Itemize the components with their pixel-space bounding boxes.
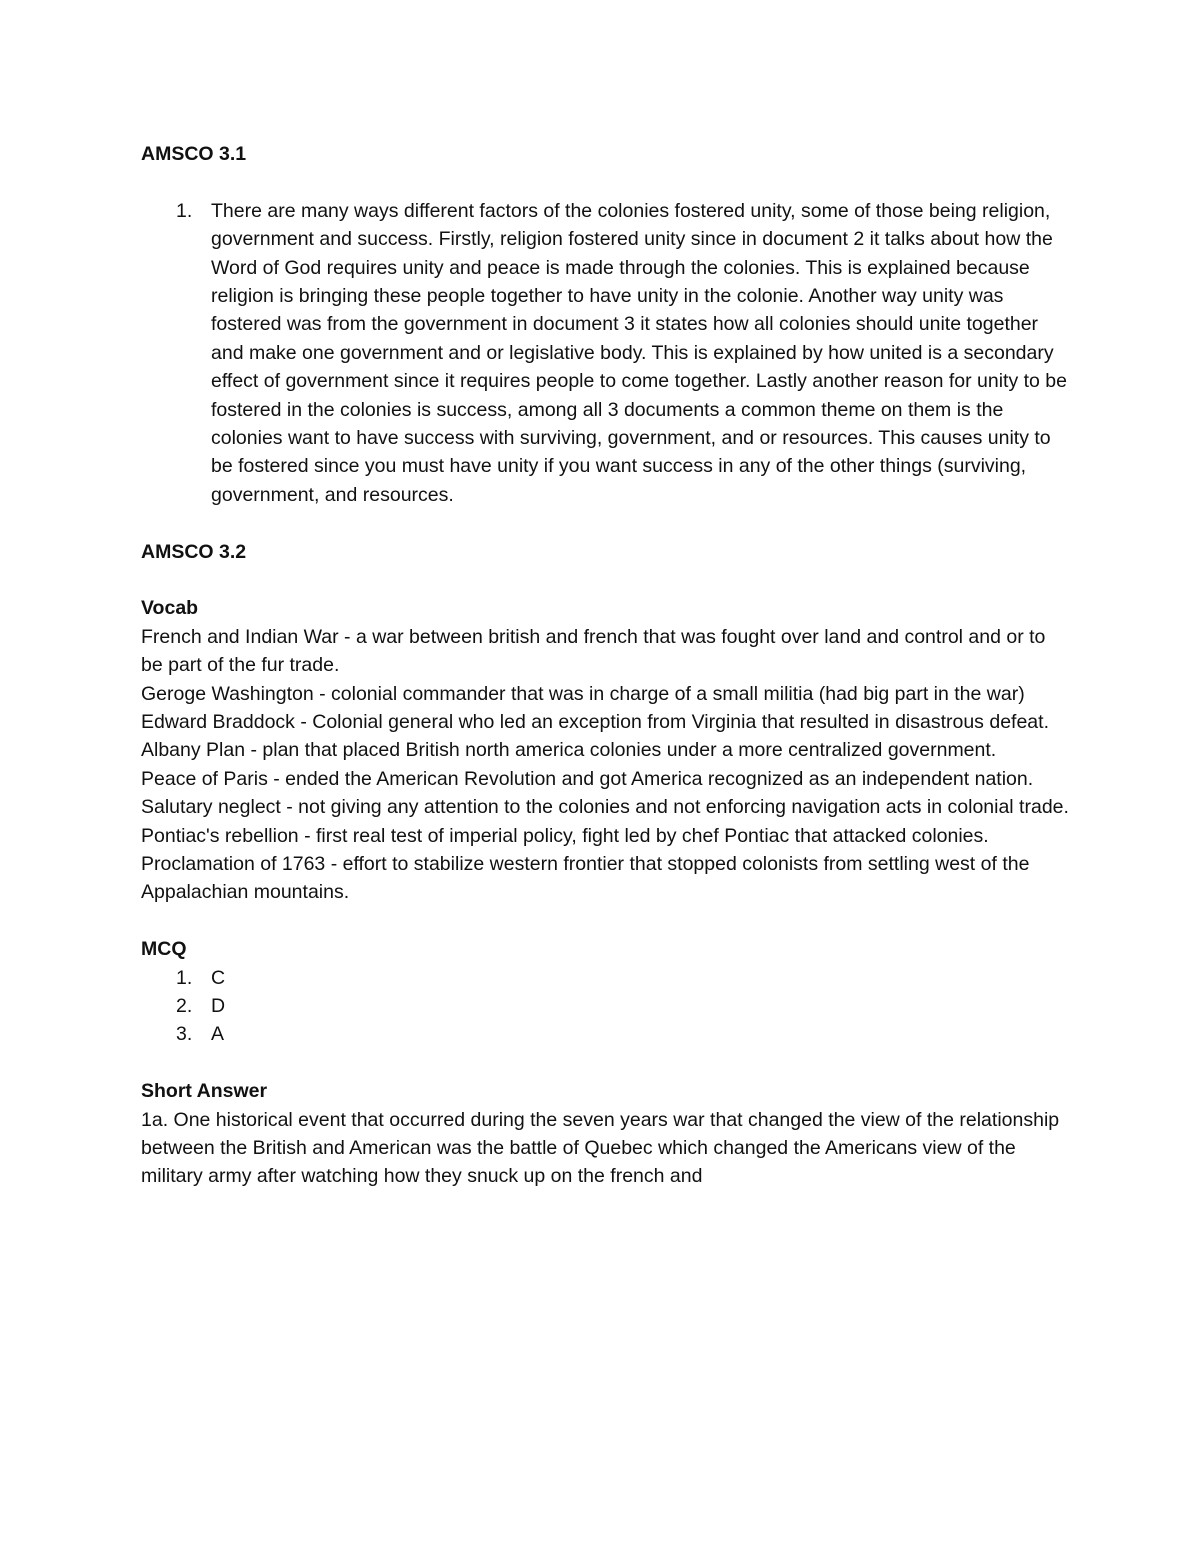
spacer [141,509,1071,537]
mcq-heading: MCQ [141,938,187,961]
mcq-answer-letter: A [211,1023,225,1046]
vocab-entry: Geroge Washington - colonial commander that was in charge of a small militia (had big part in the war) [141,682,1025,705]
short-answer-heading: Short Answer [141,1080,268,1103]
amsco-3-1-list [141,197,1071,509]
list-item [141,197,1071,509]
vocab-entry: Salutary neglect - not giving any attention to the colonies and not enforcing navigation acts in colonial trade. [141,796,1069,819]
mcq-answer-number: 3. [176,1023,193,1046]
vocab-entry: Peace of Paris - ended the American Revolution and got America recognized as an independent nation. [141,767,1034,790]
short-answer-text: 1a. One historical event that occurred during the seven years war that changed the view of the relationship between the British and American was the battle of Quebec which changed the Americans view of the military army after watching how they snuck up on the french and [141,1108,1060,1188]
section-heading-amsco-3-1: AMSCO 3.1 [141,143,247,165]
mcq-answer-number: 2. [176,995,193,1018]
mcq-answer [141,992,1071,1020]
vocab-list [141,623,1071,907]
vocab-entry: Proclamation of 1763 - effort to stabilize western frontier that stopped colonists from settling west of the Appalachian mountains. [141,853,1030,904]
mcq-answer-list [141,964,1071,1049]
mcq-answer-letter: D [211,995,226,1018]
section-heading-amsco-3-2: AMSCO 3.2 [141,540,247,563]
document-page [141,140,1071,1191]
mcq-answer-number: 1. [176,966,193,989]
vocab-heading: Vocab [141,597,199,620]
list-item-number: 1. [176,199,193,222]
spacer [141,907,1071,935]
vocab-entry: French and Indian War - a war between british and french that was fought over land and control and or to be part of the fur trade. [141,625,1046,677]
vocab-entry: Albany Plan - plan that placed British north america colonies under a more centralized government. [141,739,997,762]
vocab-entry: Pontiac's rebellion - first real test of imperial policy, fight led by chef Pontiac that attacked colonies. [141,824,989,847]
mcq-answer [141,964,1071,992]
vocab-entry: Edward Braddock - Colonial general who led an exception from Virginia that resulted in disastrous defeat. [141,711,1049,734]
spacer [141,1049,1071,1077]
spacer [141,168,1071,196]
list-item-text: There are many ways different factors of the colonies fostered unity, some of those being religion, government and success. Firstly, religion fostered unity since in document 2 it talks about how the Word of God requires unity and peace is made through the colonies. This is explained because religion is bringing these people together to have unity in the colonie. Another way unity was fostered was from the government in document 3 it states how all colonies should unite together and make one government and or legislative body. This is explained by how united is a secondary effect of government since it requires people to come together. Lastly another reason for unity to be fostered in the colonies is success, among all 3 documents a common theme on them is the colonies want to have success with surviving, government, and or resources. This causes unity to be fostered since you must have unity if you want success in any of the other things (surviving, government, and resources. [211,199,1067,506]
spacer [141,566,1071,594]
mcq-answer [141,1020,1071,1048]
mcq-answer-letter: C [211,966,226,989]
